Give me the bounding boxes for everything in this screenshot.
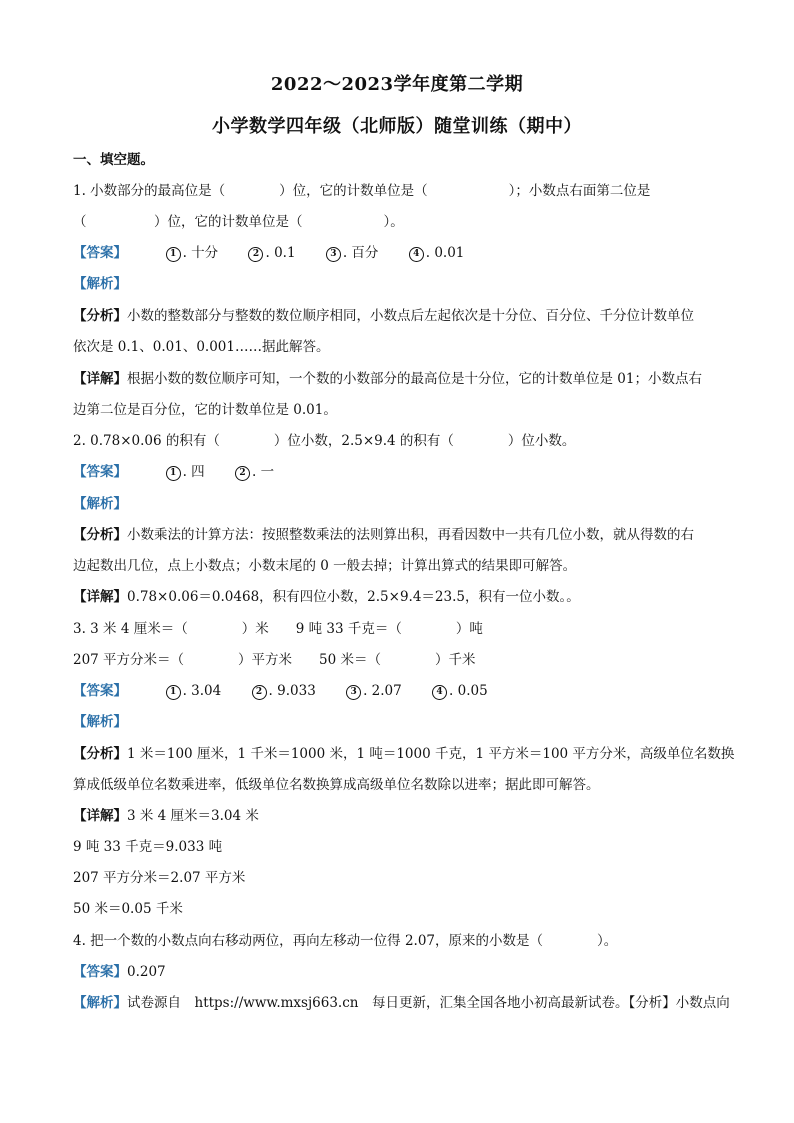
jiexi-tag: 【解析】 [73, 995, 127, 1011]
q4-jiexi-row [73, 993, 733, 1013]
q1-fenxi: 【分析】小数的整数部分与整数的数位顺序相同，小数点后左起依次是十分位、百分位、千分位计数单位 [73, 308, 694, 324]
answer-item: 2 . 9.033 [252, 681, 316, 701]
answer-item: 2 . 0.1 [248, 243, 295, 263]
q2-xiangjie: 【详解】0.78×0.06＝0.0468，积有四位小数，2.5×9.4＝23.5，积有一位小数。。 [73, 589, 580, 605]
answer-item: 3 . 2.07 [346, 681, 402, 701]
q1-answer-row [73, 243, 733, 263]
q4-line1: 4. 把一个数的小数点向右移动两位，再向左移动一位得 2.07，原来的小数是（ ）。 [73, 933, 618, 949]
q3-fenxi-cont: 算成低级单位名数乘进率，低级单位名数换算成高级单位名数除以进率；据此即可解答。 [73, 777, 600, 793]
answer-tag: 【答案】 [73, 683, 127, 699]
jiexi-tag: 【解析】 [73, 714, 127, 730]
q3-xiangjie: 【详解】3 米 4 厘米＝3.04 米 [73, 808, 259, 824]
q3-detail-2: 9 吨 33 千克＝9.033 吨 [73, 839, 223, 855]
answer-item: 2 . 一 [235, 462, 274, 482]
q3-detail-4: 50 米＝0.05 千米 [73, 901, 183, 917]
q1-xiangjie-cont: 边第二位是百分位，它的计数单位是 0.01。 [73, 402, 337, 418]
q2-answer-row [73, 462, 733, 482]
q3-line1: 3. 3 米 4 厘米＝（ ）米 9 吨 33 千克＝（ ）吨 [73, 621, 483, 637]
section-heading: 一、填空题。 [73, 152, 154, 168]
q3-answer-row [73, 681, 733, 701]
q3-line2: 207 平方分米＝（ ）平方米 50 米＝（ ）千米 [73, 652, 476, 668]
answer-item: 1 . 十分 [166, 243, 219, 263]
answer-tag: 【答案】 [73, 245, 127, 261]
jiexi-tag: 【解析】 [73, 276, 127, 292]
answer-item: 1 . 3.04 [166, 681, 222, 701]
q2-line1: 2. 0.78×0.06 的积有（ ）位小数，2.5×9.4 的积有（ ）位小数。 [73, 433, 576, 449]
q4-jiexi-text: 试卷源自 https://www.mxsj663.cn 每日更新，汇集全国各地小初高最新试卷。【分析】小数点向 [127, 995, 730, 1011]
answer-tag: 【答案】 [73, 464, 127, 480]
answer-item: 1 . 四 [166, 462, 205, 482]
page-subtitle: 小学数学四年级（北师版）随堂训练（期中） [212, 116, 582, 137]
q1-line2: （ ）位，它的计数单位是（ ）。 [73, 214, 404, 230]
q3-detail-3: 207 平方分米＝2.07 平方米 [73, 870, 246, 886]
answer-tag: 【答案】 [73, 964, 127, 980]
q3-fenxi: 【分析】1 米＝100 厘米，1 千米＝1000 米，1 吨＝1000 千克，1 平方米＝100 平方分米，高级单位名数换 [73, 746, 735, 762]
page-title: 2022～2023学年度第二学期 [270, 74, 524, 95]
q1-line1: 1. 小数部分的最高位是（ ）位，它的计数单位是（ ）；小数点右面第二位是 [73, 183, 651, 199]
answer-item: 4 . 0.01 [409, 243, 465, 263]
q2-fenxi: 【分析】小数乘法的计算方法：按照整数乘法的法则算出积，再看因数中一共有几位小数，就从得数的右 [73, 527, 694, 543]
answer-item: 3 . 百分 [326, 243, 379, 263]
q1-fenxi-cont: 依次是 0.1、0.01、0.001……据此解答。 [73, 339, 330, 355]
jiexi-tag: 【解析】 [73, 496, 127, 512]
q1-xiangjie: 【详解】根据小数的数位顺序可知，一个数的小数部分的最高位是十分位，它的计数单位是 01；小数点右 [73, 371, 702, 387]
q4-answer-value: 0.207 [127, 964, 166, 980]
q4-answer-row [73, 962, 733, 982]
answer-item: 4 . 0.05 [432, 681, 488, 701]
q2-fenxi-cont: 边起数出几位，点上小数点；小数末尾的 0 一般去掉；计算出算式的结果即可解答。 [73, 558, 577, 574]
